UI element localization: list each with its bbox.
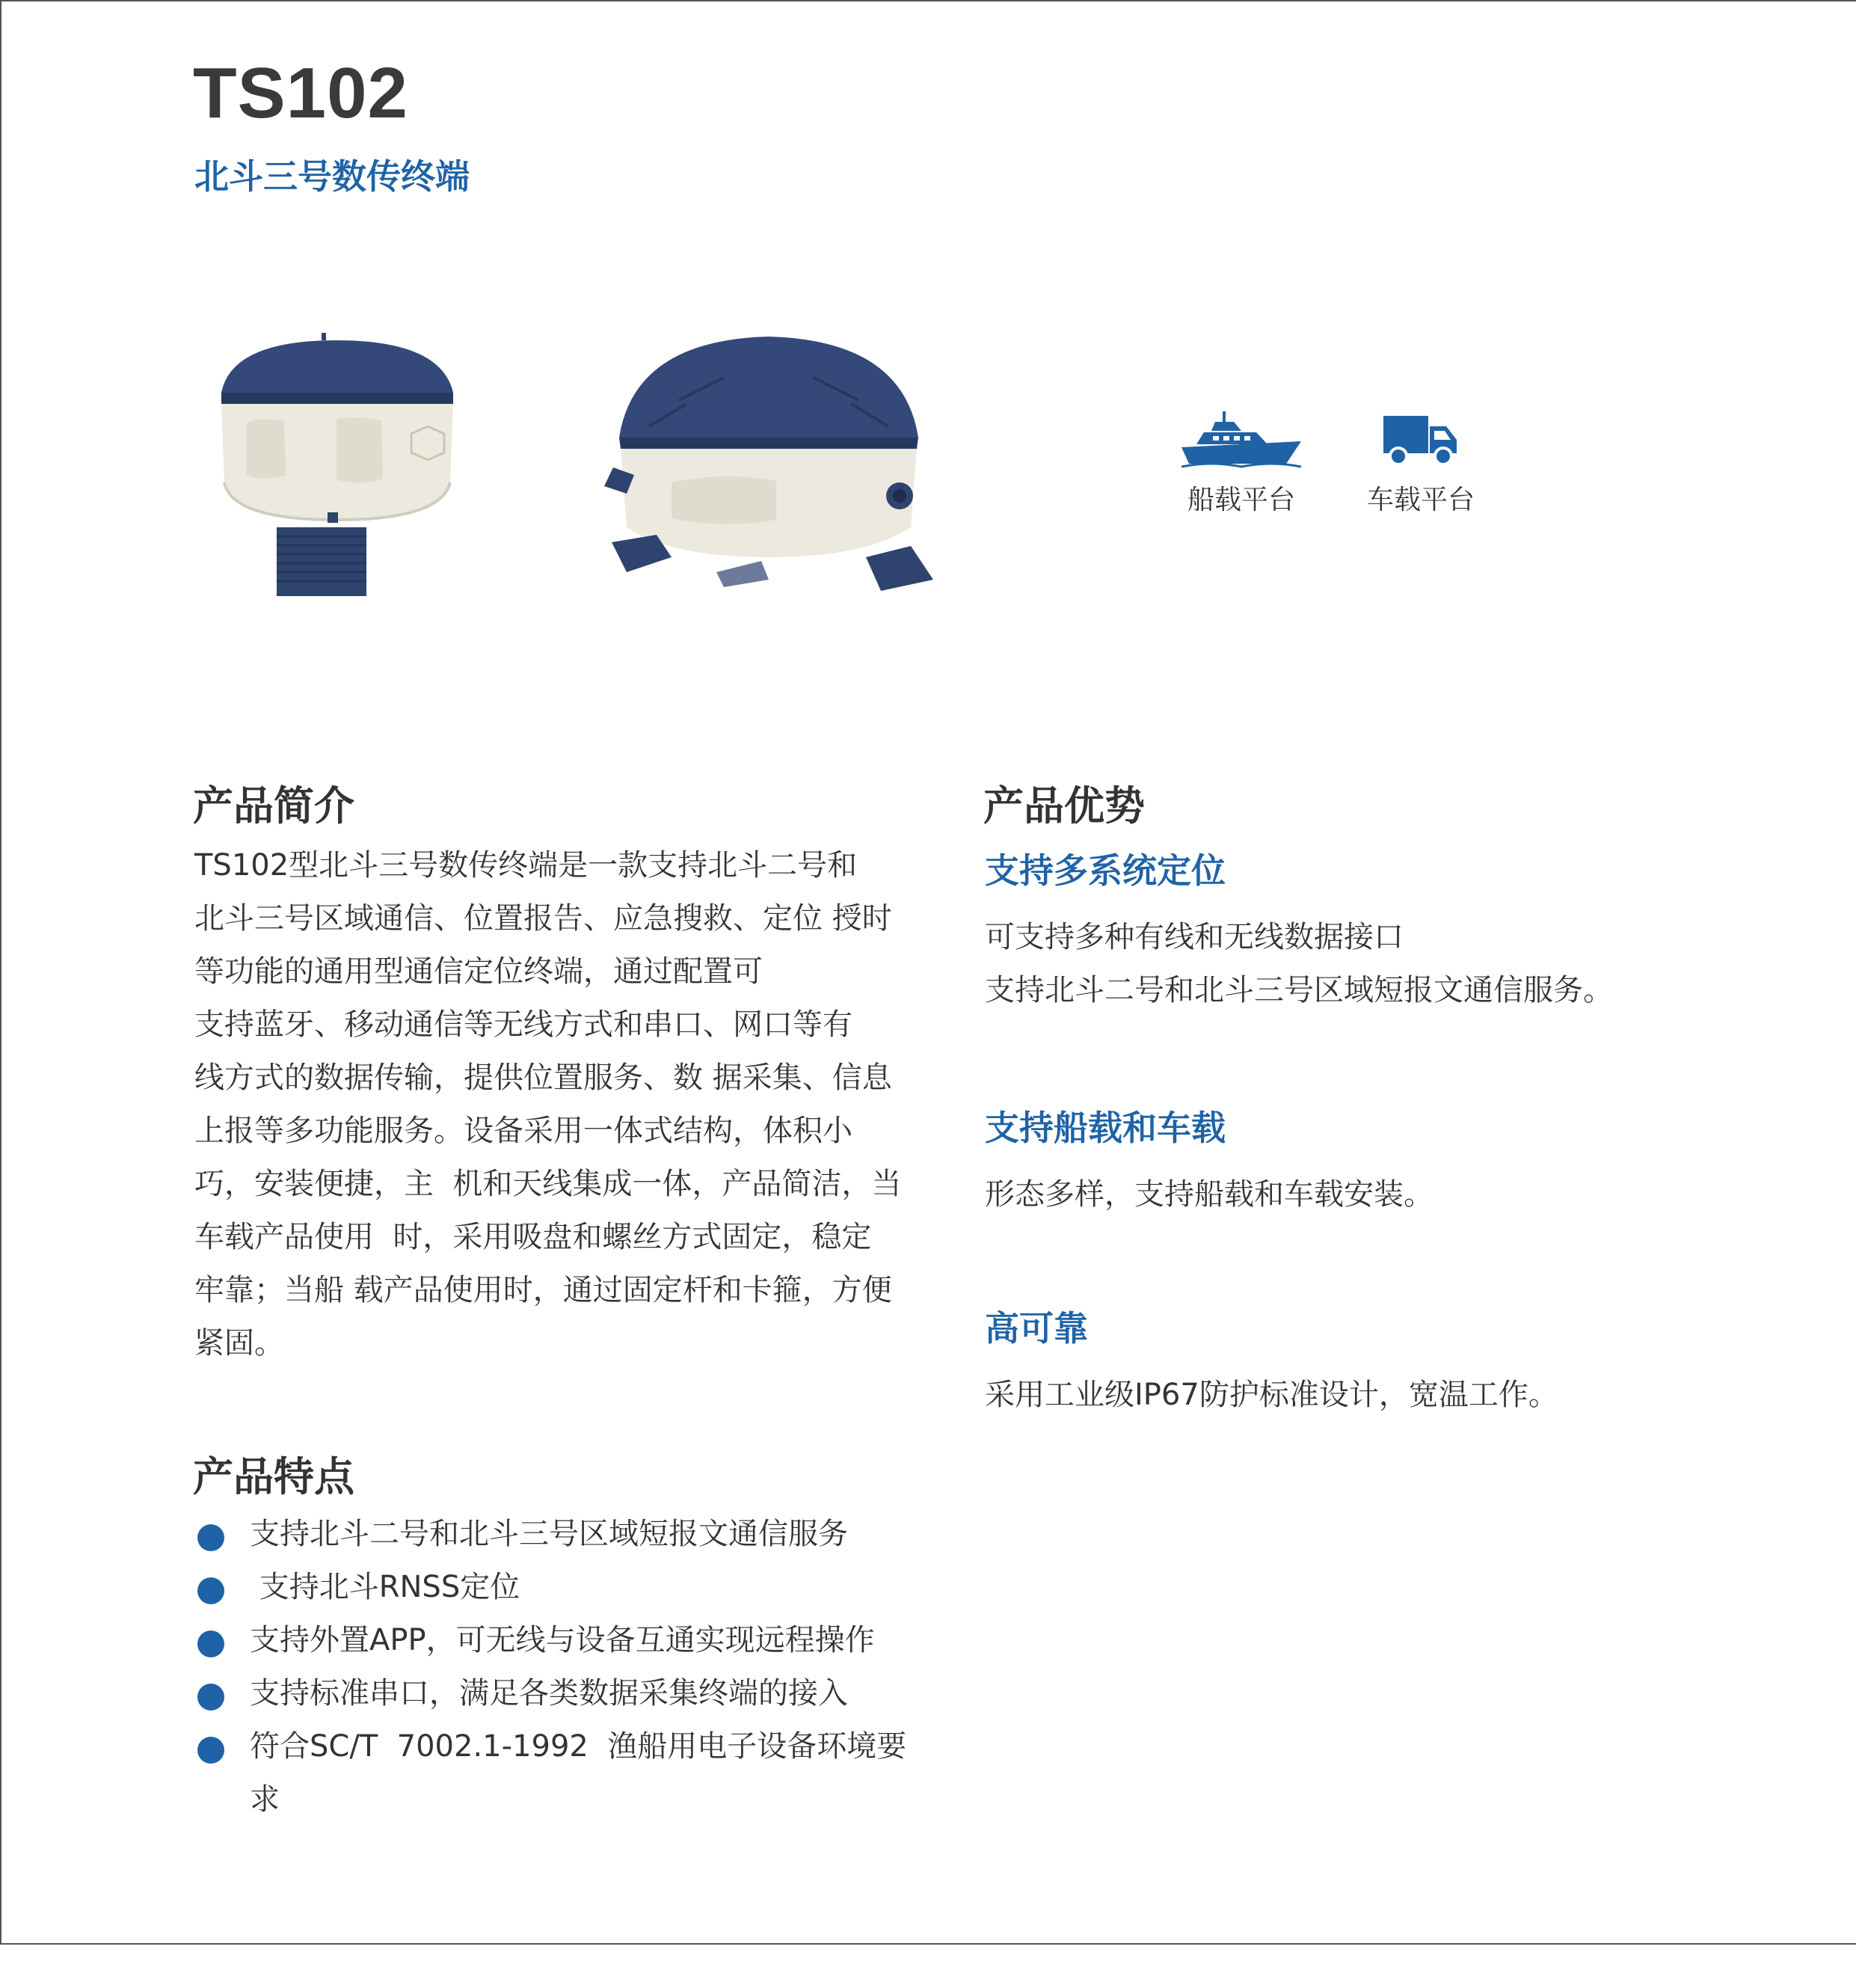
product-subtitle: 北斗三号数传终端 [194, 156, 470, 197]
feature-text: 支持外置APP，可无线与设备互通实现远程操作 [250, 1623, 875, 1657]
product-model: TS102 [193, 53, 408, 133]
bullet-icon [197, 1524, 224, 1551]
feature-text: 符合SC/T 7002.1-1992 渔船用电子设备环境要 [250, 1729, 907, 1764]
intro-line: 车载产品使用 时，采用吸盘和螺丝方式固定，稳定 [194, 1220, 872, 1254]
bullet-icon [197, 1630, 224, 1657]
platform-truck [1346, 411, 1496, 517]
features-list [194, 1508, 942, 1826]
advantages-heading: 产品优势 [983, 782, 1145, 829]
advantage-desc [985, 911, 1613, 1017]
platform-label-ship: 船载平台 [1187, 485, 1295, 515]
intro-line: 牢靠；当船 载产品使用时，通过固定杆和卡箍，方便 [194, 1273, 892, 1307]
feature-item [194, 1561, 942, 1614]
advantage-desc [985, 1369, 1558, 1422]
intro-line: 北斗三号区域通信、位置报告、应急搜救、定位 授时 [194, 901, 892, 936]
bullet-icon [197, 1684, 224, 1711]
feature-item [194, 1508, 942, 1561]
intro-line: 紧固。 [194, 1326, 284, 1360]
advantage-title: 支持多系统定位 [985, 850, 1226, 891]
advantage-desc-line: 可支持多种有线和无线数据接口 [985, 920, 1404, 954]
platform-ship [1167, 411, 1316, 517]
feature-text: 支持北斗RNSS定位 [250, 1570, 520, 1604]
feature-text: 求 [250, 1782, 280, 1817]
product-image-threaded-mount [217, 333, 464, 602]
feature-text: 支持北斗二号和北斗三号区域短报文通信服务 [250, 1517, 848, 1551]
advantage-desc-line: 支持北斗二号和北斗三号区域短报文通信服务。 [985, 973, 1613, 1007]
intro-line: 支持蓝牙、移动通信等无线方式和串口、网口等有 [194, 1007, 852, 1042]
advantage-desc-line: 采用工业级IP67防护标准设计，宽温工作。 [985, 1378, 1558, 1412]
feature-text: 支持标准串口，满足各类数据采集终端的接入 [250, 1676, 848, 1711]
feature-item [194, 1614, 942, 1667]
bullet-icon [197, 1577, 224, 1604]
intro-line: 上报等多功能服务。设备采用一体式结构，体积小 [194, 1114, 852, 1148]
intro-paragraph [194, 839, 912, 1370]
product-image-flange-base [604, 333, 933, 602]
intro-heading: 产品简介 [193, 782, 354, 829]
features-heading: 产品特点 [193, 1453, 354, 1500]
intro-line: 巧，安装便捷，主 机和天线集成一体，产品简洁，当 [194, 1167, 902, 1201]
ship-icon [1181, 411, 1301, 468]
platform-label-truck: 车载平台 [1366, 485, 1475, 515]
advantage-title: 高可靠 [985, 1308, 1088, 1349]
intro-line: 等功能的通用型通信定位终端，通过配置可 [194, 954, 763, 989]
truck-icon [1383, 411, 1458, 468]
feature-item [194, 1667, 942, 1720]
bullet-icon [197, 1737, 224, 1764]
feature-item [194, 1720, 942, 1826]
advantage-desc [985, 1168, 1434, 1221]
advantage-desc-line: 形态多样，支持船载和车载安装。 [985, 1177, 1434, 1212]
intro-line: 线方式的数据传输，提供位置服务、数 据采集、信息 [194, 1061, 892, 1095]
intro-line: TS102型北斗三号数传终端是一款支持北斗二号和 [194, 848, 858, 883]
advantage-title: 支持船载和车载 [985, 1108, 1226, 1148]
platform-icons [1167, 411, 1511, 524]
